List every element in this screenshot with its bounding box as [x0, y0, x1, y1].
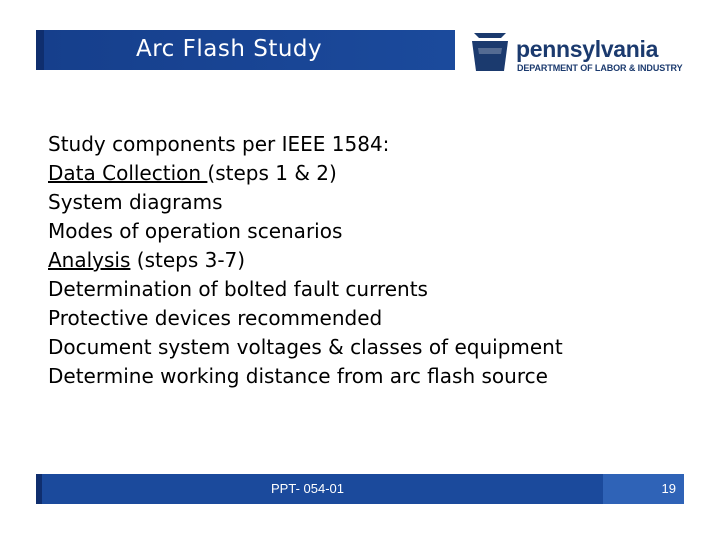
analysis-steps: (steps 3-7): [130, 248, 246, 272]
logo-subtitle: DEPARTMENT OF LABOR & INDUSTRY: [517, 63, 683, 73]
analysis-line: [48, 246, 563, 275]
intro-line: Study components per IEEE 1584:: [48, 132, 390, 156]
title-bar: [36, 30, 455, 70]
data-collection-steps: (steps 1 & 2): [207, 161, 337, 185]
pennsylvania-logo: [468, 28, 698, 80]
bolted-fault-line: Determination of bolted fault currents: [48, 277, 428, 301]
modes-of-operation-line: Modes of operation scenarios: [48, 219, 343, 243]
system-diagrams-line: System diagrams: [48, 190, 223, 214]
data-collection-label: Data Collection: [48, 161, 208, 185]
slide-body: [48, 130, 563, 391]
document-voltages-line: Document system voltages & classes of equipment: [48, 335, 563, 359]
footer-left-accent: [36, 474, 42, 504]
footer-bar: [36, 474, 684, 504]
footer-code: PPT- 054-01: [271, 481, 344, 496]
page-number: 19: [661, 481, 676, 496]
protective-devices-line: Protective devices recommended: [48, 306, 383, 330]
analysis-label: Analysis: [48, 248, 131, 272]
working-distance-line: Determine working distance from arc flash source: [48, 364, 548, 388]
logo-wordmark: pennsylvania: [516, 36, 659, 62]
data-collection-line: [48, 159, 563, 188]
slide-title: Arc Flash Study: [136, 36, 323, 62]
keystone-icon: [468, 28, 512, 78]
